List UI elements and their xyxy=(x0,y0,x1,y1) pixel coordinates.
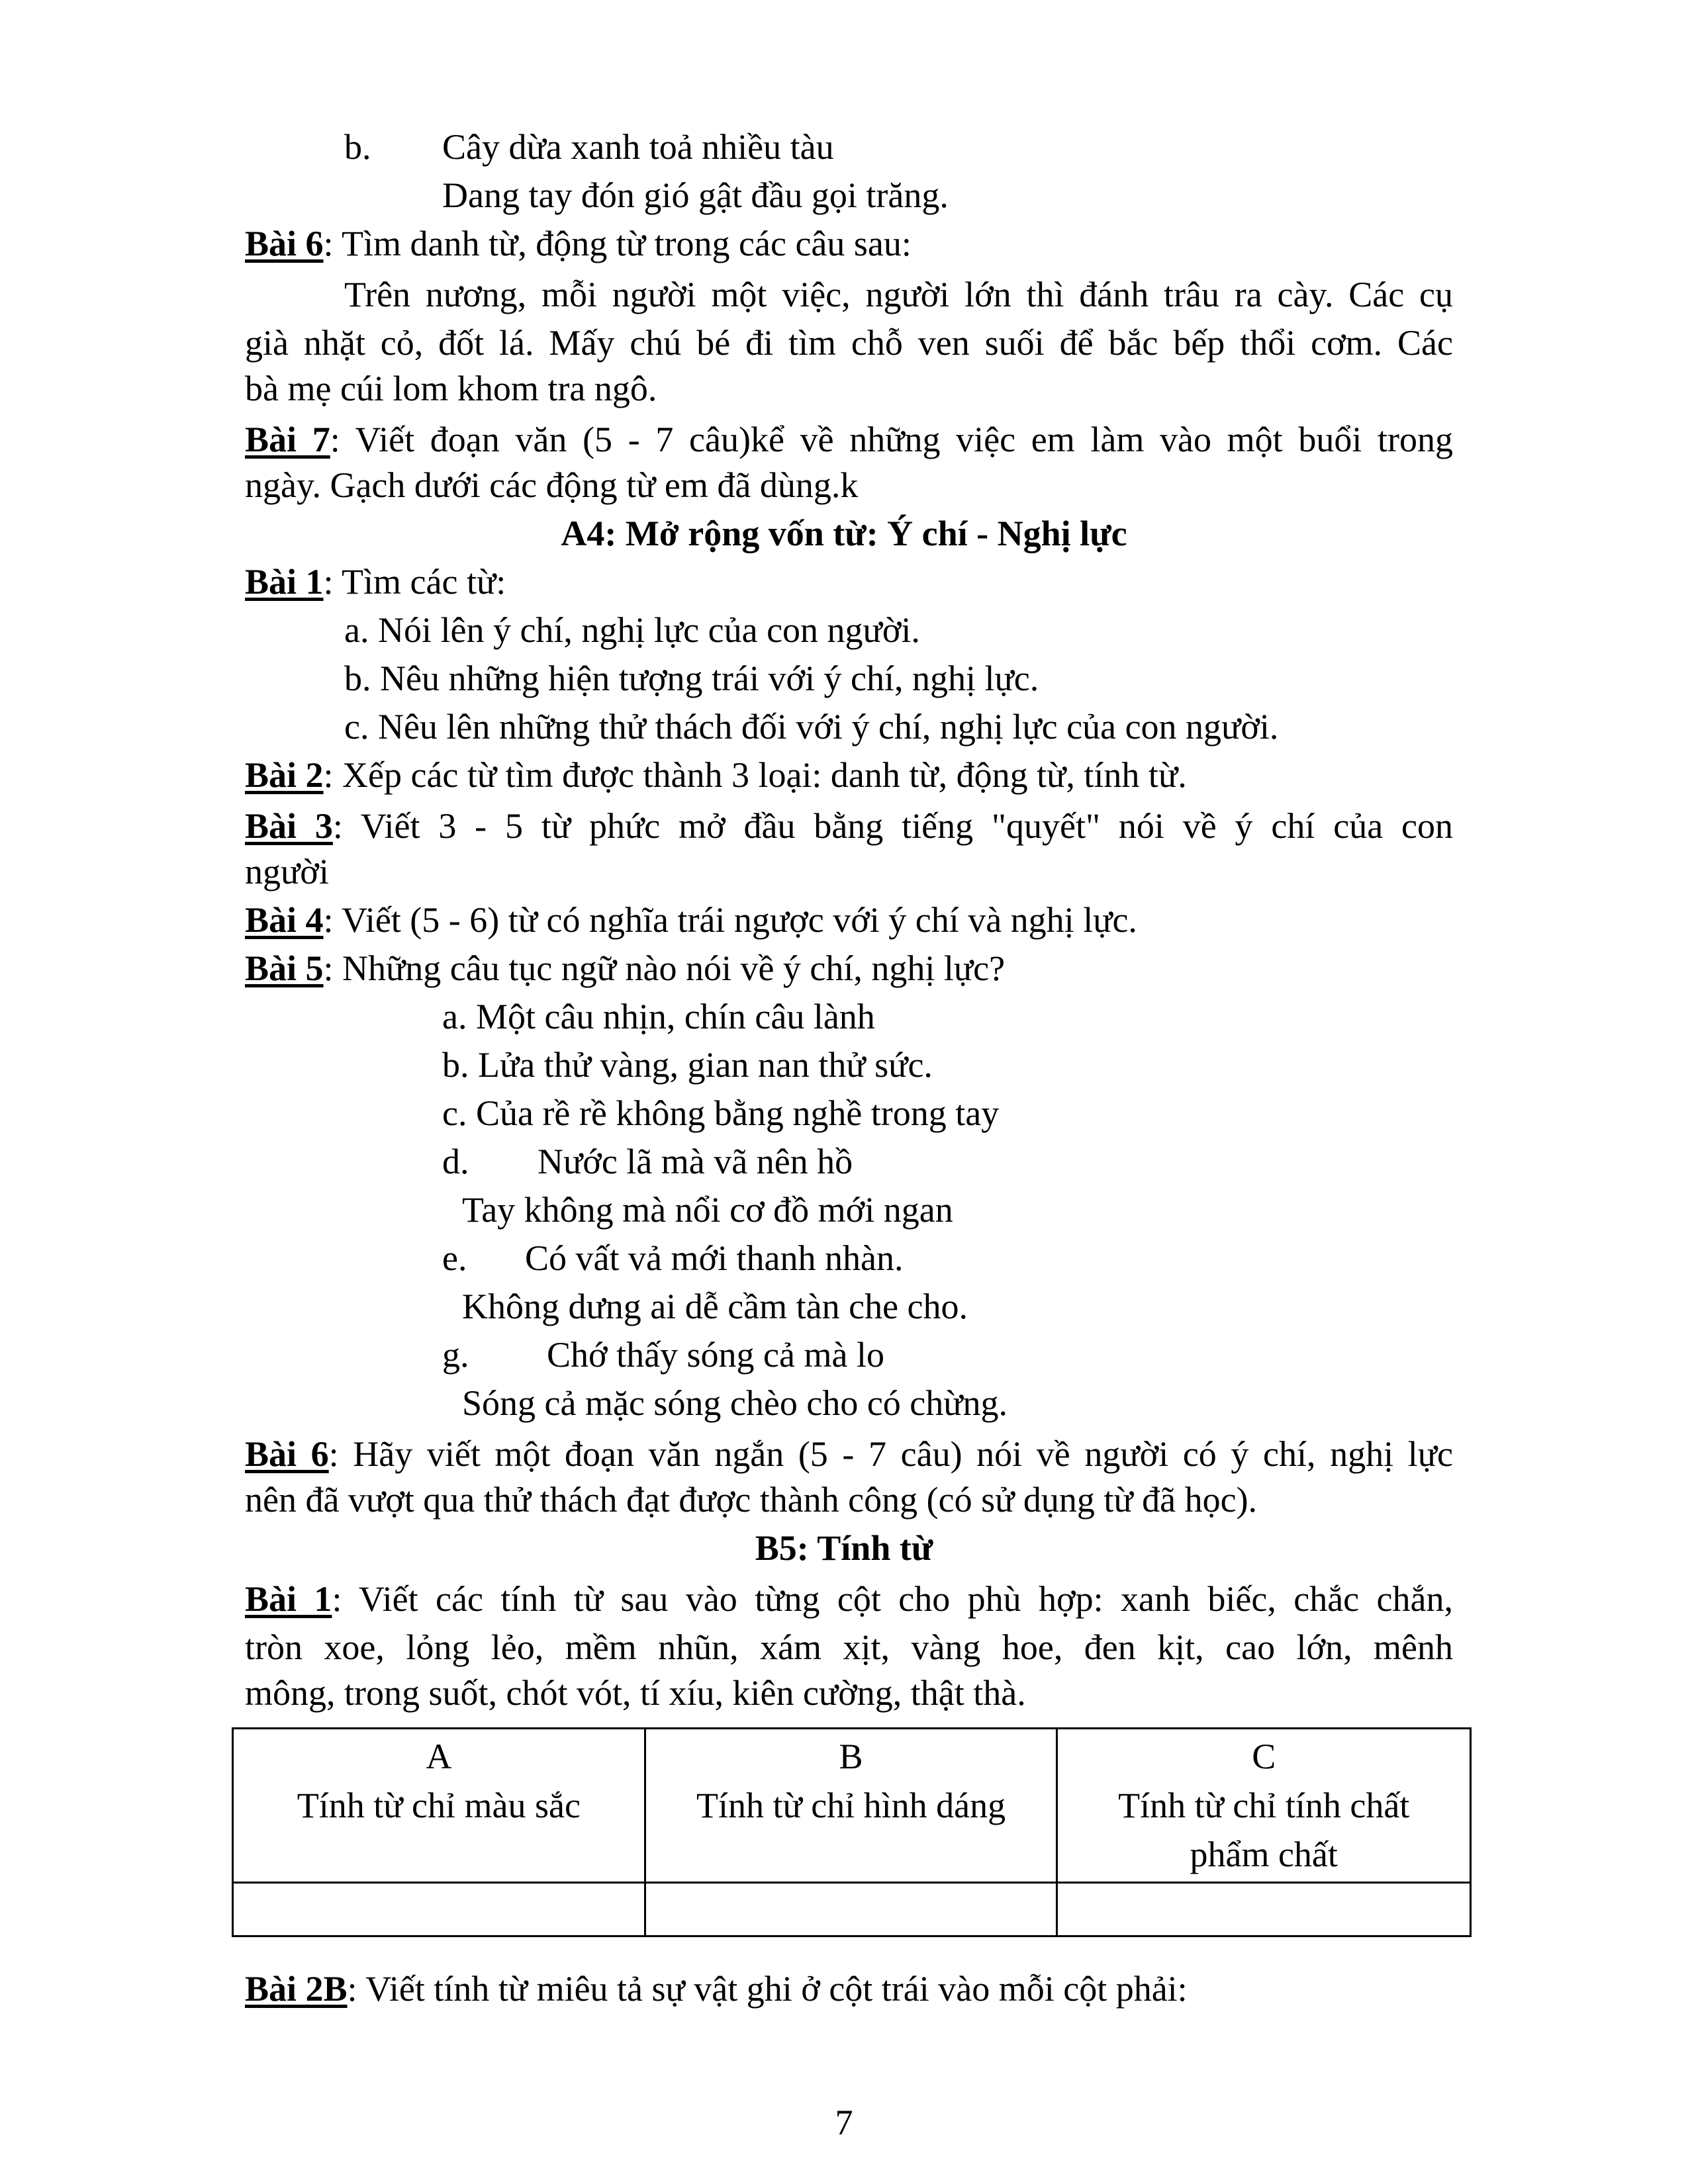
a4-bai1-item-a: a. Nói lên ý chí, nghị lực của con người. xyxy=(344,610,920,650)
col-b-letter: B xyxy=(839,1737,863,1776)
proverb-e-label: e. xyxy=(442,1238,467,1278)
proverb-a: a. Một câu nhịn, chín câu lành xyxy=(442,997,875,1036)
proverb-e-line2: Không dưng ai dễ cầm tàn che cho. xyxy=(462,1287,968,1326)
answer-cell-c[interactable] xyxy=(1057,1883,1471,1936)
a4-bai6-line1 xyxy=(245,1433,1453,1475)
col-a-letter: A xyxy=(426,1737,452,1776)
b5-bai2b-text: : Viết tính từ miêu tả sự vật ghi ở cột trái vào mỗi cột phải: xyxy=(347,1969,1188,2009)
b5-bai1-line2: tròn xoe, lỏng lẻo, mềm nhũn, xám xịt, vàng hoe, đen kịt, cao lớn, mênh xyxy=(245,1627,1453,1667)
bai6-a3-text: : Tìm danh từ, động từ trong các câu sau: xyxy=(323,224,912,263)
a4-bai5-label: Bài 5 xyxy=(245,948,324,988)
a4-bai1-item-c: c. Nêu lên những thử thách đối với ý chí, nghị lực của con người. xyxy=(344,707,1279,747)
proverb-g-label: g. xyxy=(442,1335,469,1375)
col-b-title: Tính từ chỉ hình dáng xyxy=(696,1786,1006,1825)
a4-bai5-text: : Những câu tục ngữ nào nói về ý chí, nghị lực? xyxy=(323,948,1006,988)
table-col-b xyxy=(645,1729,1057,1883)
a4-bai2-text: : Xếp các từ tìm được thành 3 loại: danh từ, động từ, tính từ. xyxy=(323,755,1187,795)
proverb-e-line1: Có vất vả mới thanh nhàn. xyxy=(525,1238,904,1278)
bai7-a3-line2: ngày. Gạch dưới các động từ em đã dùng.k xyxy=(245,465,859,505)
b5-bai2b-label: Bài 2B xyxy=(245,1969,348,2009)
table-col-c xyxy=(1057,1729,1471,1883)
proverb-g-line2: Sóng cả mặc sóng chèo cho có chừng. xyxy=(462,1383,1008,1423)
table-header-row xyxy=(233,1729,1471,1883)
table-col-a xyxy=(233,1729,645,1883)
a4-bai3-label: Bài 3 xyxy=(245,806,333,846)
section-b5-heading: B5: Tính từ xyxy=(755,1528,933,1568)
bai6-a3-label: Bài 6 xyxy=(245,224,324,263)
answer-cell-b[interactable] xyxy=(645,1883,1057,1936)
bai7-a3-line1 xyxy=(245,419,1453,460)
bai6-a3-para-3: bà mẹ cúi lom khom tra ngô. xyxy=(245,369,657,408)
item-b-line2: Dang tay đón gió gật đầu gọi trăng. xyxy=(442,175,949,215)
a4-bai1-label: Bài 1 xyxy=(245,562,324,602)
a4-bai4-text: : Viết (5 - 6) từ có nghĩa trái ngược với ý chí và nghị lực. xyxy=(323,900,1137,940)
a4-bai6-label: Bài 6 xyxy=(245,1434,329,1474)
col-c-title: Tính từ chỉ tính chất phẩm chất xyxy=(1118,1786,1410,1874)
table-answer-row xyxy=(233,1883,1471,1936)
a4-bai1-item-b: b. Nêu những hiện tượng trái với ý chí, nghị lực. xyxy=(344,659,1039,698)
proverb-c: c. Của rề rề không bằng nghề trong tay xyxy=(442,1093,1000,1133)
proverb-g-line1: Chớ thấy sóng cả mà lo xyxy=(547,1335,884,1375)
adjective-table xyxy=(232,1727,1472,1937)
a4-bai4 xyxy=(245,902,1137,938)
a4-bai6-line2: nên đã vượt qua thử thách đạt được thành công (có sử dụng từ đã học). xyxy=(245,1480,1258,1520)
bai6-a3 xyxy=(245,226,912,261)
b5-bai1-line1 xyxy=(245,1578,1453,1619)
a4-bai5 xyxy=(245,950,1005,986)
a4-bai2-label: Bài 2 xyxy=(245,755,324,795)
answer-cell-a[interactable] xyxy=(233,1883,645,1936)
a4-bai2 xyxy=(245,757,1187,793)
a4-bai4-label: Bài 4 xyxy=(245,900,324,940)
b5-bai1-line3: mông, trong suốt, chót vót, tí xíu, kiên cường, thật thà. xyxy=(245,1673,1026,1713)
b5-bai1-label: Bài 1 xyxy=(245,1579,332,1619)
proverb-d-label: d. xyxy=(442,1142,469,1181)
a4-bai6-text: : Hãy viết một đoạn văn ngắn (5 - 7 câu) nói về người có ý chí, nghị lực xyxy=(328,1434,1453,1474)
item-b-line1: Cây dừa xanh toả nhiều tàu xyxy=(442,127,834,167)
a4-bai1 xyxy=(245,564,506,600)
bai7-a3-label: Bài 7 xyxy=(245,420,330,459)
item-b-label: b. xyxy=(344,127,371,167)
a4-bai3-line1 xyxy=(245,805,1453,846)
col-a-title: Tính từ chỉ màu sắc xyxy=(297,1786,581,1825)
proverb-d-line2: Tay không mà nổi cơ đồ mới ngan xyxy=(462,1190,953,1230)
a4-bai1-text: : Tìm các từ: xyxy=(323,562,506,602)
bai6-a3-para-2: già nhặt cỏ, đốt lá. Mấy chú bé đi tìm chỗ ven suối để bắc bếp thổi cơm. Các xyxy=(245,323,1453,363)
page-number: 7 xyxy=(835,2103,853,2142)
a4-bai3-line2: người xyxy=(245,852,329,891)
proverb-b: b. Lửa thử vàng, gian nan thử sức. xyxy=(442,1045,933,1085)
a4-bai3-text: : Viết 3 - 5 từ phức mở đầu bằng tiếng "quyết" nói về ý chí của con xyxy=(332,806,1453,846)
b5-bai2b xyxy=(245,1971,1188,2007)
bai7-a3-text: : Viết đoạn văn (5 - 7 câu)kể về những việc em làm vào một buổi trong xyxy=(330,420,1454,459)
b5-bai1-text: : Viết các tính từ sau vào từng cột cho phù hợp: xanh biếc, chắc chắn, xyxy=(332,1579,1453,1619)
proverb-d-line1: Nước lã mà vã nên hồ xyxy=(538,1142,853,1181)
section-a4-heading: A4: Mở rộng vốn từ: Ý chí - Nghị lực xyxy=(561,514,1127,553)
bai6-a3-para-1: Trên nương, mỗi người một việc, người lớn thì đánh trâu ra cày. Các cụ xyxy=(344,275,1453,314)
col-c-letter: C xyxy=(1252,1737,1276,1776)
